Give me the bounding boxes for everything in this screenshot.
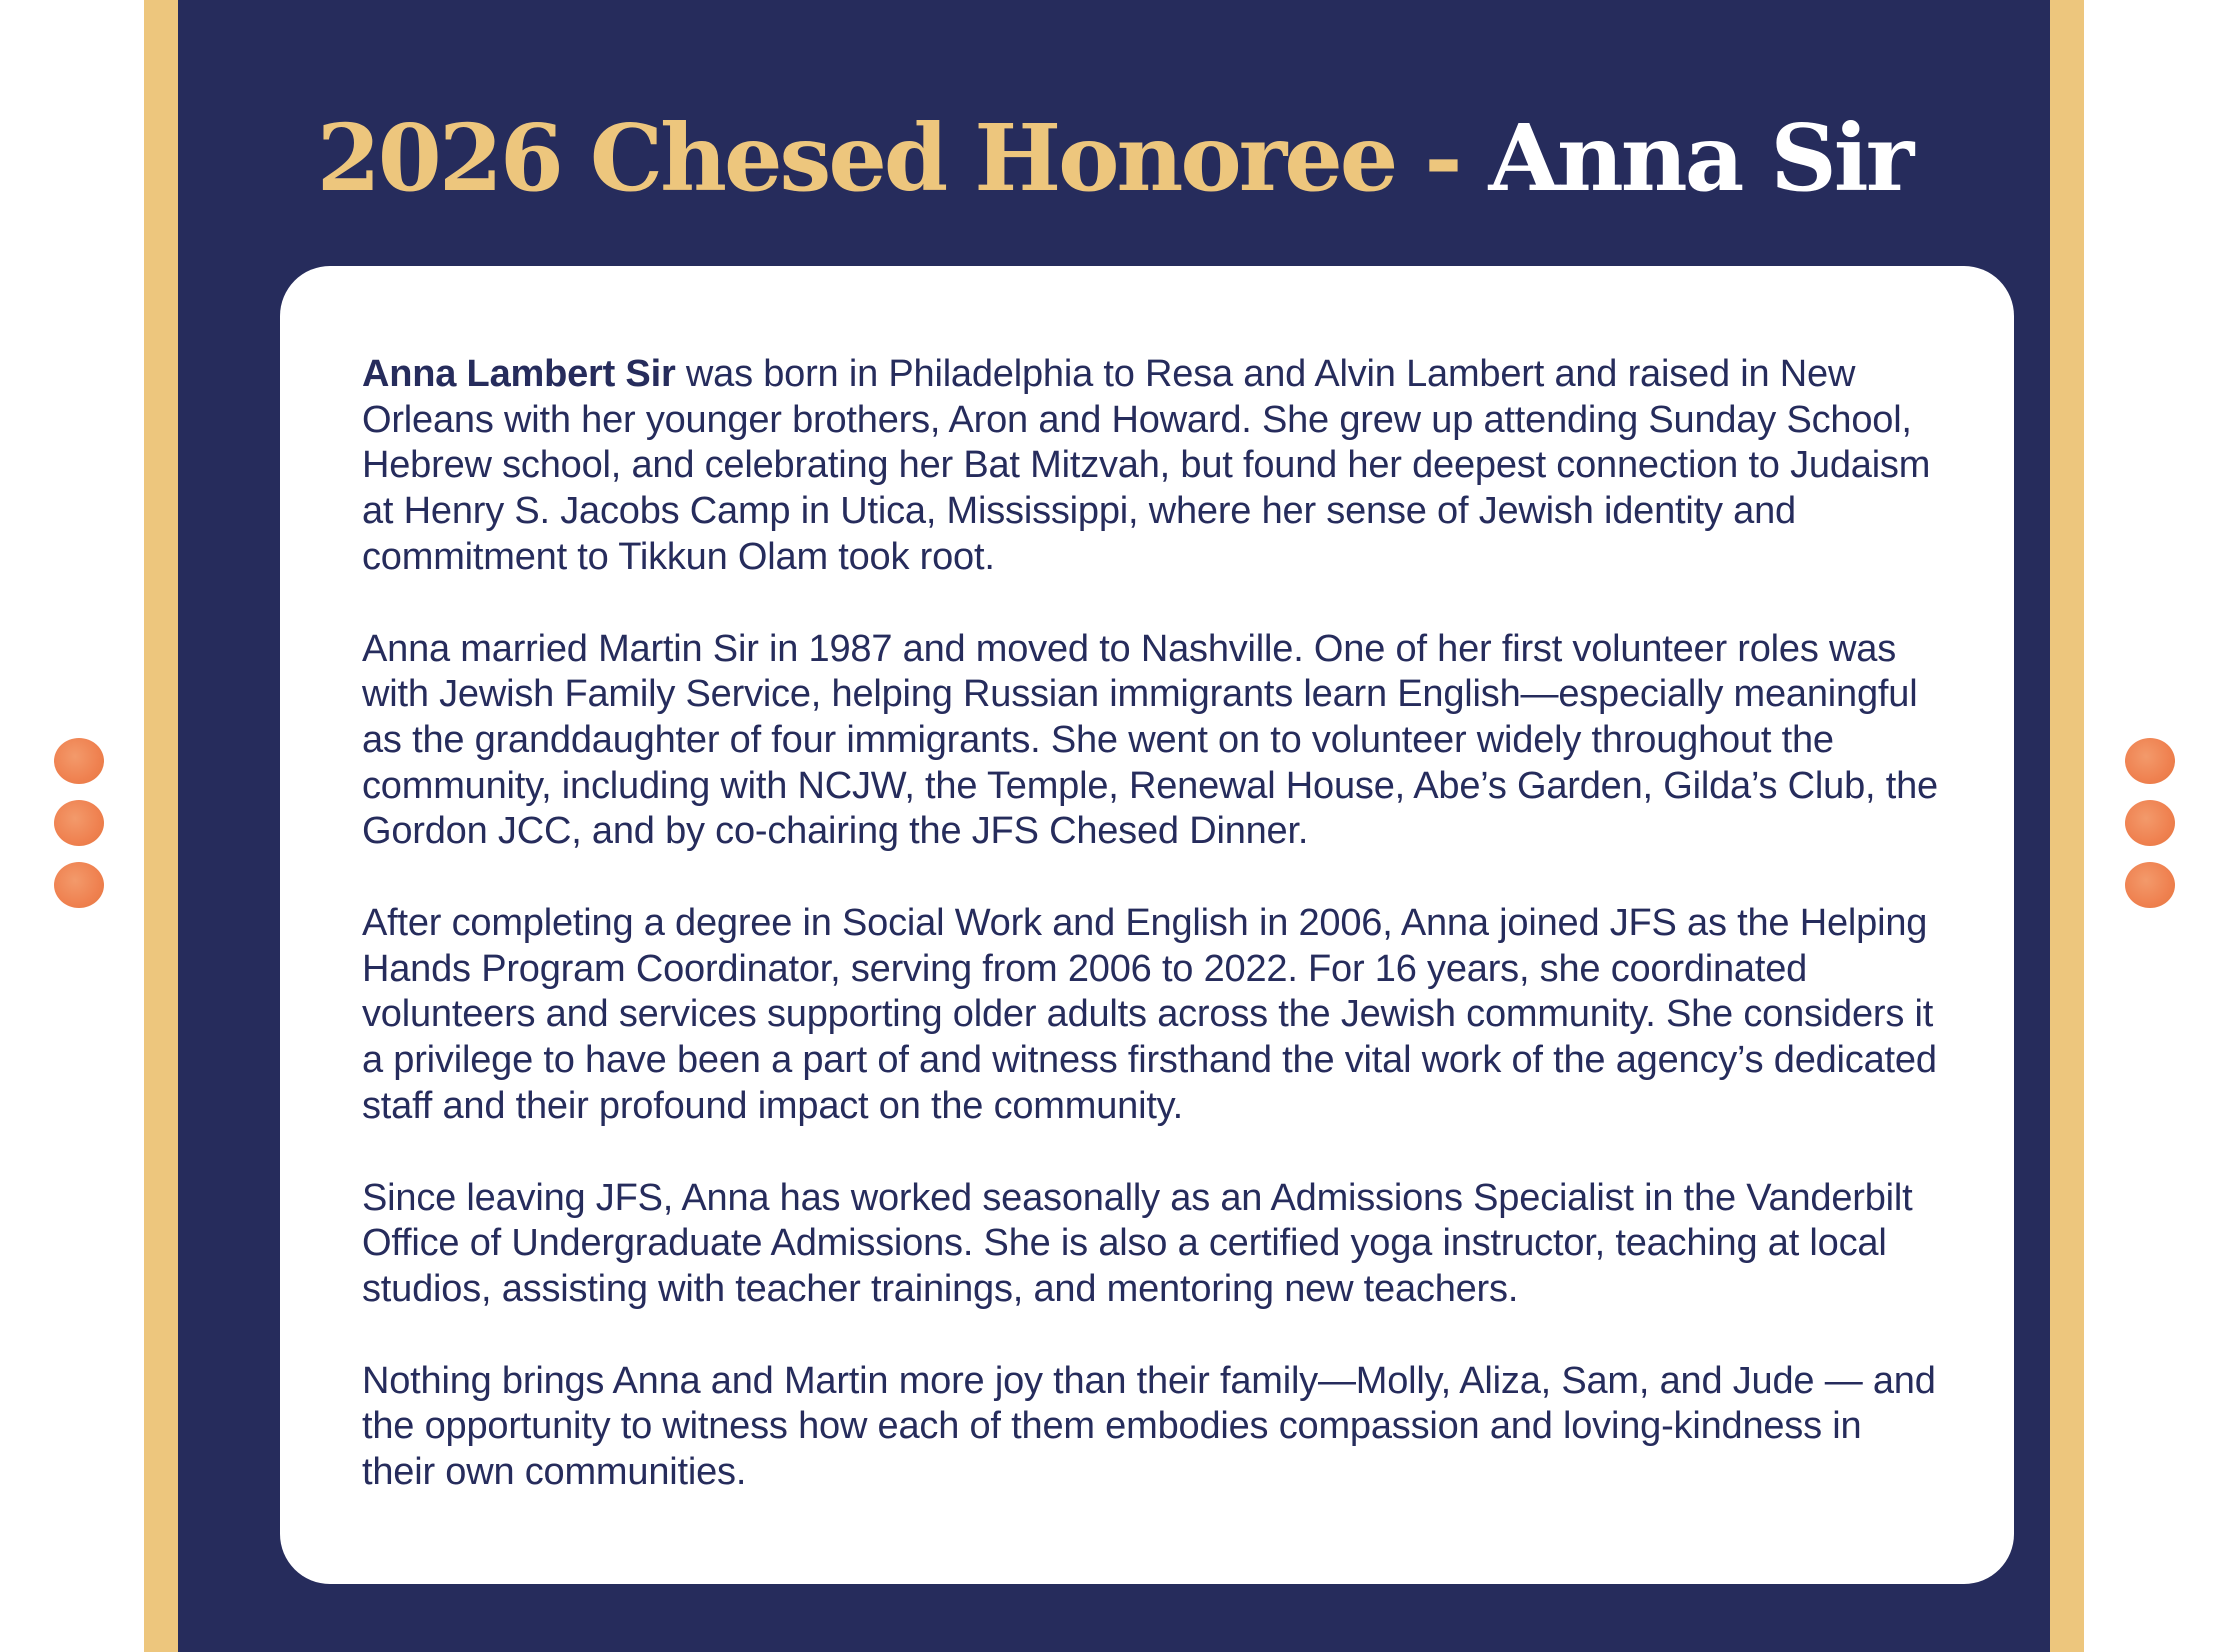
bio-paragraph-2: Anna married Martin Sir in 1987 and moved to Nashville. One of her first volunteer roles was with Jewish Family Service, helping Russian immigrants learn English—especially meaningful as the granddaughter of four immigrants. She went on to volunteer widely throughout the community, including with NCJW, the Temple, Renewal House, Abe’s Garden, Gilda’s Club, the Gordon JCC, and by co-chairing the JFS Chesed Dinner. bbox=[362, 627, 1938, 853]
page-title bbox=[178, 88, 2050, 228]
bio-paragraph-1 bbox=[362, 352, 1944, 581]
orange-dot-icon bbox=[54, 738, 104, 784]
right-dots-decoration bbox=[2125, 738, 2177, 924]
bio-paragraph-4: Since leaving JFS, Anna has worked seasonally as an Admissions Specialist in the Vanderbilt Office of Undergraduate Admissions. She is also a certified yoga instructor, teaching at local studios, assisting with teacher trainings, and mentoring new teachers. bbox=[362, 1176, 1913, 1310]
bio-paragraph-5: Nothing brings Anna and Martin more joy than their family—Molly, Aliza, Sam, and Jude — and the opportunity to witness how each of them embodies compassion and loving-kindness in their own communities. bbox=[362, 1359, 1936, 1494]
orange-dot-icon bbox=[54, 800, 104, 846]
navy-panel bbox=[178, 0, 2050, 1652]
title-white-text: Anna Sir bbox=[1488, 104, 1912, 212]
orange-dot-icon bbox=[54, 862, 104, 908]
bio-card bbox=[280, 266, 2014, 1584]
orange-dot-icon bbox=[2125, 862, 2175, 908]
orange-dot-icon bbox=[2125, 738, 2175, 784]
left-dots-decoration bbox=[54, 738, 106, 924]
bio-paragraph-3: After completing a degree in Social Work and English in 2006, Anna joined JFS as the Helping Hands Program Coordinator, serving from 2006 to 2022. For 16 years, she coordinated volunteers and services supporting older adults across the Jewish community. She considers it a privilege to have been a part of and witness firsthand the vital work of the agency’s dedicated staff and their profound impact on the community. bbox=[362, 902, 1937, 1127]
orange-dot-icon bbox=[2125, 800, 2175, 846]
honoree-full-name: Anna Lambert Sir bbox=[362, 353, 676, 395]
bio-paragraph-1-text: was born in Philadelphia to Resa and Alvin Lambert and raised in New Orleans with her younger brothers, Aron and Howard. She grew up attending Sunday School, Hebrew school, and celebrating her Bat Mitzvah, but found her deepest connection to Judaism at Henry S. Jacobs Camp in Utica, Mississippi, where her sense of Jewish identity and commitment to Tikkun Olam took root. bbox=[362, 353, 1931, 578]
gold-border-frame bbox=[144, 0, 2084, 1652]
title-gold-text: 2026 Chesed Honoree - bbox=[316, 104, 1460, 212]
